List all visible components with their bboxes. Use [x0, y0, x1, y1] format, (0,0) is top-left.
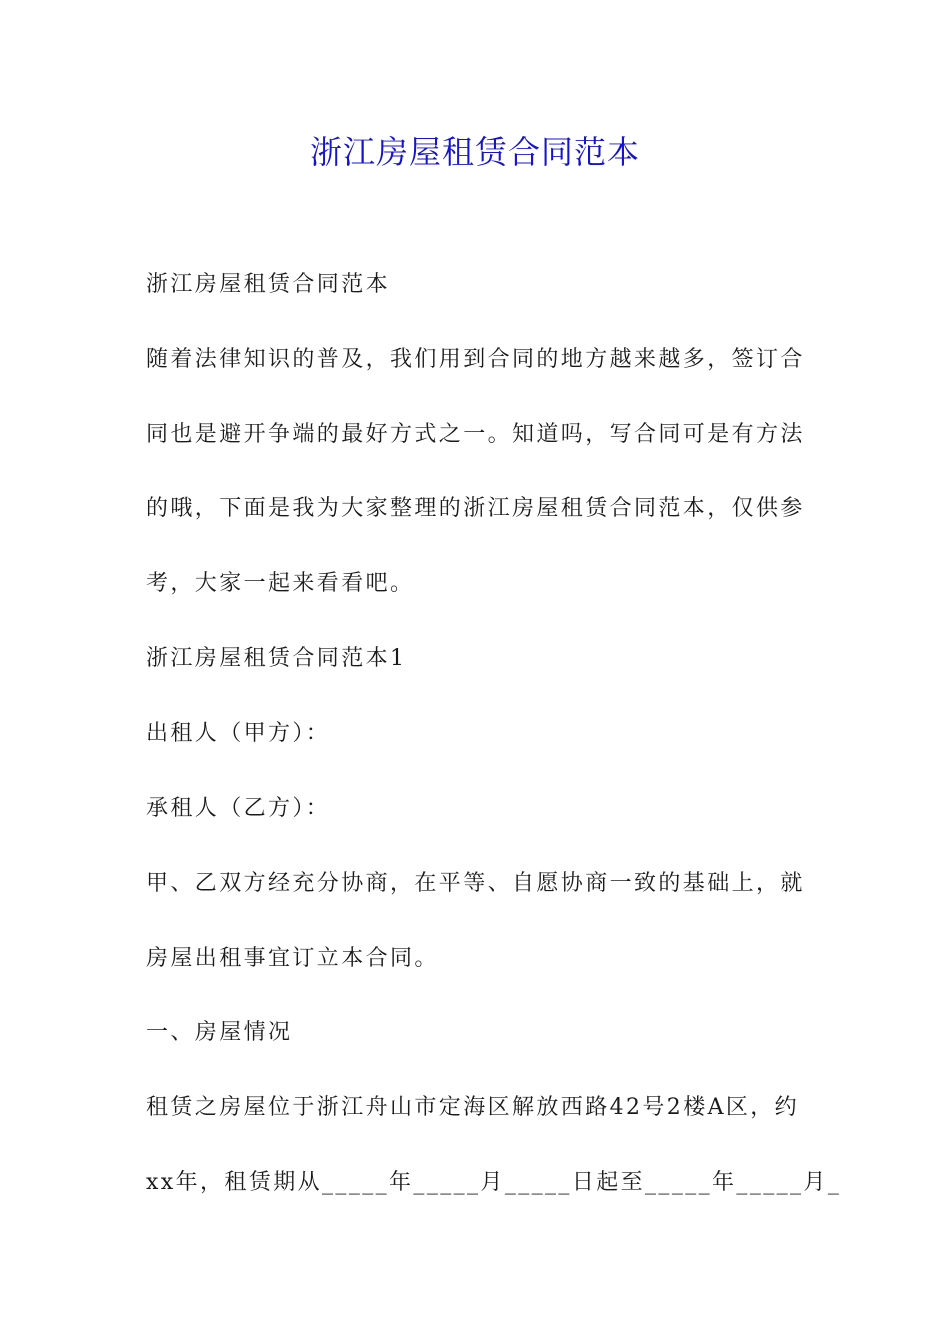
paragraph-line: 的哦，下面是我为大家整理的浙江房屋租赁合同范本，仅供参 — [146, 496, 805, 521]
section-heading: 一、房屋情况 — [146, 1020, 293, 1045]
paragraph-line: 考，大家一起来看看吧。 — [146, 571, 415, 596]
paragraph-line: 随着法律知识的普及，我们用到合同的地方越来越多，签订合 — [146, 347, 805, 372]
paragraph-line: 甲、乙双方经充分协商，在平等、自愿协商一致的基础上，就 — [146, 871, 805, 896]
paragraph-line: xx年，租赁期从_____年_____月_____日起至_____年_____月_ — [146, 1170, 842, 1195]
paragraph-line: 同也是避开争端的最好方式之一。知道吗，写合同可是有方法 — [146, 422, 805, 447]
paragraph-line: 房屋出租事宜订立本合同。 — [146, 946, 439, 971]
paragraph-line: 租赁之房屋位于浙江舟山市定海区解放西路42号2楼A区，约 — [146, 1095, 800, 1120]
paragraph-line: 承租人（乙方）： — [146, 796, 331, 821]
paragraph-line: 出租人（甲方）： — [146, 721, 331, 746]
paragraph-line: 浙江房屋租赁合同范本 — [146, 272, 391, 297]
section-heading: 浙江房屋租赁合同范本1 — [146, 646, 407, 671]
document-title: 浙江房屋租赁合同范本 — [309, 133, 640, 171]
